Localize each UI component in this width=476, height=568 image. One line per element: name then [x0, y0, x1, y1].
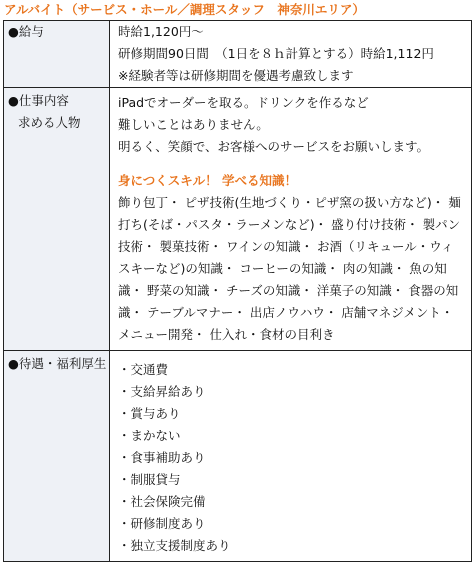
requirements-label: 求める人物 — [18, 115, 81, 130]
skills-line: 識・ テーブルマナー・ 出店ノウハウ・ 店舗マネジメント・ — [118, 305, 454, 320]
benefit-item: ・交通費 — [118, 362, 169, 377]
page-title: アルバイト（サービス・ホール／調理スタッフ 神奈川エリア） — [4, 2, 365, 17]
job-description-line: 明るく、笑顔で、お客様へのサービスをお願いします。 — [118, 139, 430, 154]
skills-line: 識・ 野菜の知識・ チーズの知識・ 洋菓子の知識・ 食器の知 — [118, 283, 459, 298]
benefits-label-cell — [4, 351, 110, 562]
benefit-item: ・食事補助あり — [118, 450, 206, 465]
benefits-row — [4, 351, 472, 562]
benefit-item: ・社会保険完備 — [118, 494, 206, 509]
skills-line: スキーなど)の知識・ コーヒーの知識・ 肉の知識・ 魚の知 — [118, 261, 447, 276]
salary-line: 研修期間90日間 （1日を８ｈ計算とする）時給1,112円 — [118, 46, 434, 61]
job-info-table — [3, 20, 472, 562]
benefit-item: ・まかない — [118, 428, 181, 443]
benefits-label: ●待遇・福利厚生 — [8, 356, 107, 371]
job-label: ●仕事内容 — [8, 93, 69, 108]
benefit-item: ・賞与あり — [118, 406, 181, 421]
salary-line: 時給1,120円〜 — [118, 24, 204, 39]
job-row — [4, 88, 472, 351]
benefit-item: ・支給昇給あり — [118, 384, 206, 399]
salary-line: ※経験者等は研修期間を優遇考慮致します — [118, 68, 354, 83]
benefit-item: ・研修制度あり — [118, 516, 206, 531]
benefit-item: ・制服貸与 — [118, 472, 181, 487]
salary-label-cell — [4, 21, 110, 88]
skills-heading: 身につくスキル！ 学べる知識！ — [118, 173, 297, 188]
job-description-line: iPadでオーダーを取る。ドリンクを作るなど — [118, 95, 369, 110]
benefit-item: ・独立支援制度あり — [118, 538, 231, 553]
skills-line: メニュー開発・ 仕入れ・食材の目利き — [118, 327, 335, 342]
skills-line: 打ち(そば・パスタ・ラーメンなど)・ 盛り付け技術・ 製パン — [118, 217, 461, 232]
skills-line: 飾り包丁・ ピザ技術(生地づくり・ピザ窯の扱い方など)・ 麺 — [118, 195, 461, 210]
job-value-cell — [110, 88, 472, 351]
salary-value-cell — [110, 21, 472, 88]
skills-line: 技術・ 製菓技術・ ワインの知識・ お酒（リキュール・ウィ — [118, 239, 454, 254]
benefits-value-cell — [110, 351, 472, 562]
job-description-line: 難しいことはありません。 — [118, 117, 269, 132]
salary-label: ●給与 — [8, 24, 44, 39]
job-label-cell — [4, 88, 110, 351]
salary-row — [4, 21, 472, 88]
